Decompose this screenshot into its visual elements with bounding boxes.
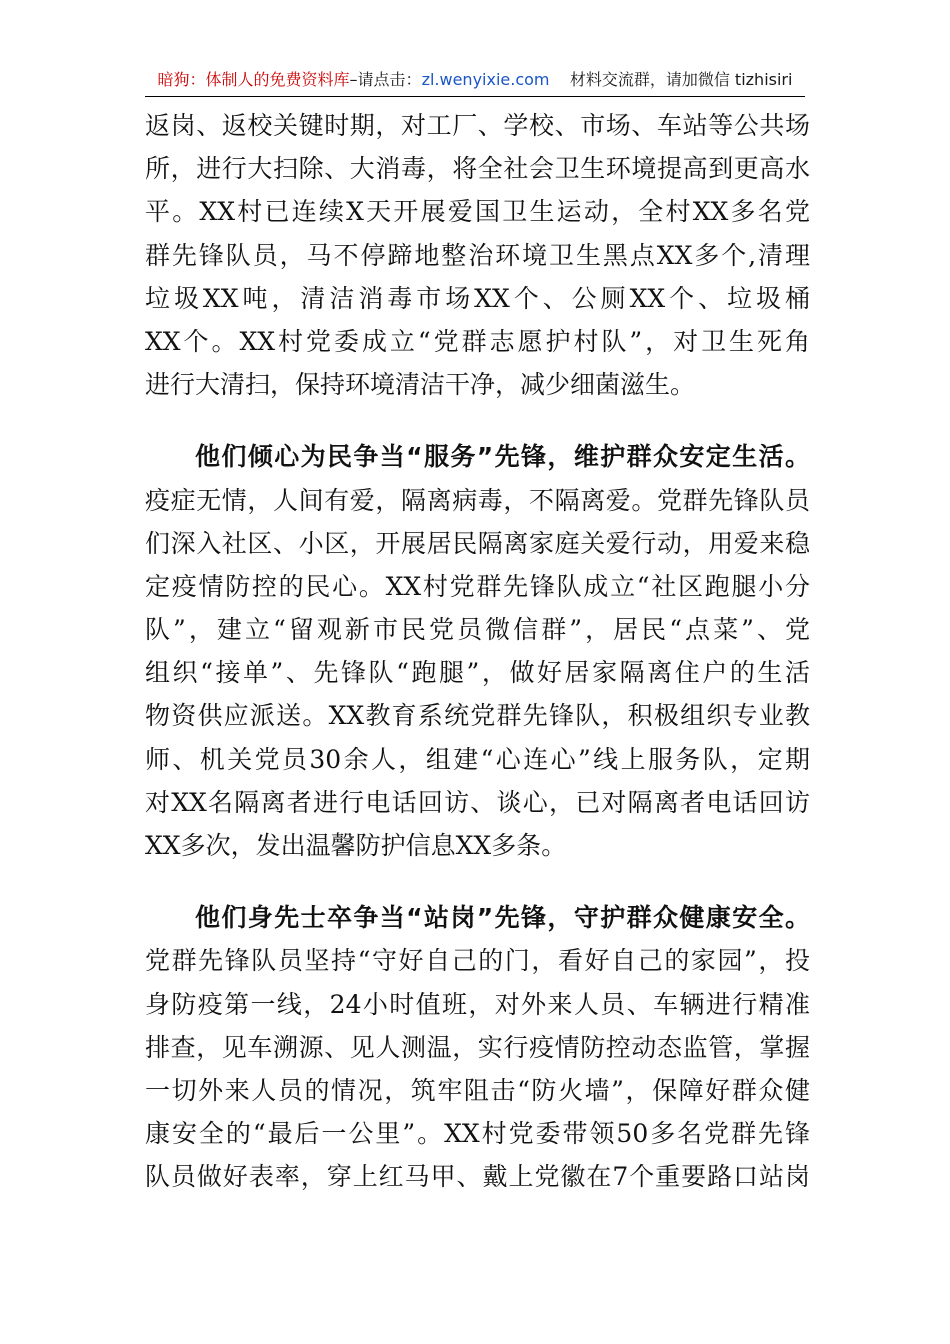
paragraph-spacer — [145, 406, 810, 435]
header-website-link[interactable]: zl.wenyixie.com — [421, 70, 550, 89]
text-line: 对XX名隔离者进行电话回访、谈心，已对隔离者电话回访 — [145, 787, 810, 817]
page-header-banner — [145, 66, 805, 97]
text-line: XX多次，发出温馨防护信息XX多条。 — [145, 831, 567, 860]
text-line: 群先锋队员，马不停蹄地整治环境卫生黑点XX多个,清理 — [145, 240, 810, 270]
text-line: 康安全的“最后一公里”。XX村党委带领50多名党群先锋 — [145, 1119, 810, 1149]
header-site-name: 暗狗：体制人的免费资料库 — [157, 70, 350, 89]
text-line: 所，进行大扫除、大消毒，将全社会卫生环境提高到更高水 — [145, 154, 810, 184]
paragraph-environment — [145, 104, 810, 406]
text-line: 组织“接单”、先锋队“跑腿”，做好居家隔离住户的生活 — [145, 658, 810, 688]
paragraph-service-vanguard — [145, 435, 810, 867]
text-line: 疫症无情，人间有爱，隔离病毒，不隔离爱。党群先锋队员 — [145, 485, 810, 515]
text-line: 队员做好表率，穿上红马甲、戴上党徽在7个重要路口站岗 — [145, 1162, 810, 1192]
paragraph-sentry-vanguard — [145, 896, 810, 1198]
text-line: 平。XX村已连续X天开展爱国卫生运动，全村XX多名党 — [145, 197, 810, 227]
text-line: 排查，见车溯源、见人测温，实行疫情防控动态监管，掌握 — [145, 1032, 810, 1062]
text-line: 返岗、返校关键时期，对工厂、学校、市场、车站等公共场 — [145, 111, 810, 140]
header-click-prompt: –请点击： — [349, 70, 422, 89]
text-line: 进行大清扫，保持环境清洁干净，减少细菌滋生。 — [145, 370, 696, 400]
text-line: 垃圾XX吨，清洁消毒市场XX个、公厕XX个、垃圾桶 — [145, 283, 810, 313]
text-line: 党群先锋队员坚持“守好自己的门，看好自己的家园”，投 — [145, 946, 810, 976]
section-heading: 他们身先士卒争当“站岗”先锋，守护群众健康安全。 — [195, 903, 810, 933]
text-line: 师、机关党员30余人，组建“心连心”线上服务队，定期 — [145, 744, 810, 774]
header-wechat-group-note: 材料交流群，请加微信 tizhisiri — [569, 70, 793, 89]
paragraph-spacer — [145, 867, 810, 896]
text-line: 们深入社区、小区，开展居民隔离家庭关爱行动，用爱来稳 — [145, 528, 810, 558]
text-line: 队”，建立“留观新市民党员微信群”，居民“点菜”、党 — [145, 615, 810, 645]
section-heading: 他们倾心为民争当“服务”先锋，维护群众安定生活。 — [195, 442, 810, 472]
text-line: 身防疫第一线，24小时值班，对外来人员、车辆进行精准 — [145, 989, 810, 1019]
document-body — [145, 104, 810, 1199]
text-line: 一切外来人员的情况，筑牢阻击“防火墙”，保障好群众健 — [145, 1075, 810, 1105]
text-line: 定疫情防控的民心。XX村党群先锋队成立“社区跑腿小分 — [145, 571, 810, 601]
text-line: 物资供应派送。XX教育系统党群先锋队，积极组织专业教 — [145, 701, 810, 731]
text-line: XX个。XX村党委成立“党群志愿护村队”，对卫生死角 — [145, 326, 810, 356]
